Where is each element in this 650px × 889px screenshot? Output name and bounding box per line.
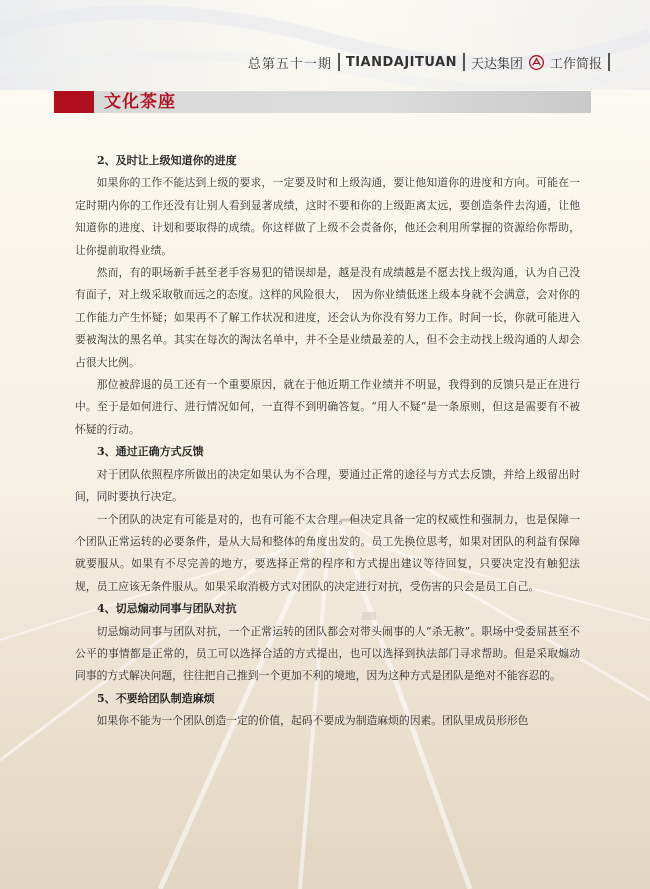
paragraph: 对于团队依照程序所做出的决定如果认为不合理，要通过正常的途径与方式去反馈，并给上级留出时间，同时要执行决定。 (75, 467, 580, 504)
masthead-divider (338, 53, 340, 71)
subheading-4: 4、切忌煽动同事与团队对抗 (97, 602, 237, 616)
section-accent-block (54, 91, 94, 113)
company-logo-icon (529, 55, 544, 70)
paragraph: 如果你不能为一个团队创造一定的价值，起码不要成为制造麻烦的因素。团队里成员形形色 (96, 714, 529, 728)
paragraph: 如果你的工作不能达到上级的要求，一定要及时和上级沟通，要让他知道你的进度和方向。可能在一定时期内你的工作还没有让别人看到显著成绩，这时不要和你的上级距离太远，要创造条件去沟通，让他知道你的进度、计划和要取得的成绩。你这样做了上级不会责备你，他还会利用所掌握的资源给你帮助，让你提前取得业绩。 (75, 176, 580, 257)
article-body (75, 150, 580, 733)
masthead (248, 50, 610, 74)
brand-english-name: TIANDAJITUAN (345, 54, 457, 70)
issue-number: 总第五十一期 (247, 56, 332, 72)
masthead-divider (463, 53, 465, 71)
brand-chinese-name: 天达集团 (470, 56, 523, 72)
section-header-bar (54, 91, 591, 113)
publication-name: 工作简报 (549, 56, 602, 72)
section-title: 文化茶座 (104, 92, 176, 112)
subheading-5: 5、不要给团队制造麻烦 (97, 691, 215, 705)
masthead-divider (608, 53, 610, 71)
subheading-3: 3、通过正确方式反馈 (97, 445, 204, 459)
paragraph: 然而，有的职场新手甚至老手容易犯的错误却是，越是没有成绩越是不愿去找上级沟通，认为自己没有面子，对上级采取敬而远之的态度。这样的风险很大， 因为你业绩低迷上级本身就不会满意，会对你的工作能力产生怀疑；如果再不了解工作状况和进度，还会认为你没有努力工作。时间一长，你就可能进入要被淘汰的黑名单。其实在每次的淘汰名单中，并不全是业绩最差的人，但不会主动找上级沟通的人却会占很大比例。 (75, 266, 580, 369)
subheading-2: 2、及时让上级知道你的进度 (97, 154, 237, 167)
paragraph: 切忌煽动同事与团队对抗，一个正常运转的团队都会对带头闹事的人“杀无赦”。职场中受委屈甚至不公平的事情都是正常的，员工可以选择合适的方式提出，也可以选择到执法部门寻求帮助。但是采取煽动同事的方式解决问题，往往把自己推到一个更加不利的境地，因为这种方式是团队是绝对不能容忍的。 (75, 624, 580, 683)
paragraph: 一个团队的决定有可能是对的，也有可能不太合理。但决定具备一定的权威性和强制力，也是保障一个团队正常运转的必要条件，是从大局和整体的角度出发的。员工先换位思考，如果对团队的利益有保障就要服从。如果有不尽完善的地方，要选择正常的程序和方式提出建议等待回复，只要决定没有触犯法规，员工应该无条件服从。如果采取消极方式对团队的决定进行对抗，受伤害的只会是员工自己。 (75, 512, 580, 593)
paragraph: 那位被辞退的员工还有一个重要原因，就在于他近期工作业绩并不明显，我得到的反馈只是正在进行中。至于是如何进行、进行情况如何，一直得不到明确答复。“用人不疑”是一条原则，但这是需要有不被怀疑的行动。 (75, 378, 580, 436)
